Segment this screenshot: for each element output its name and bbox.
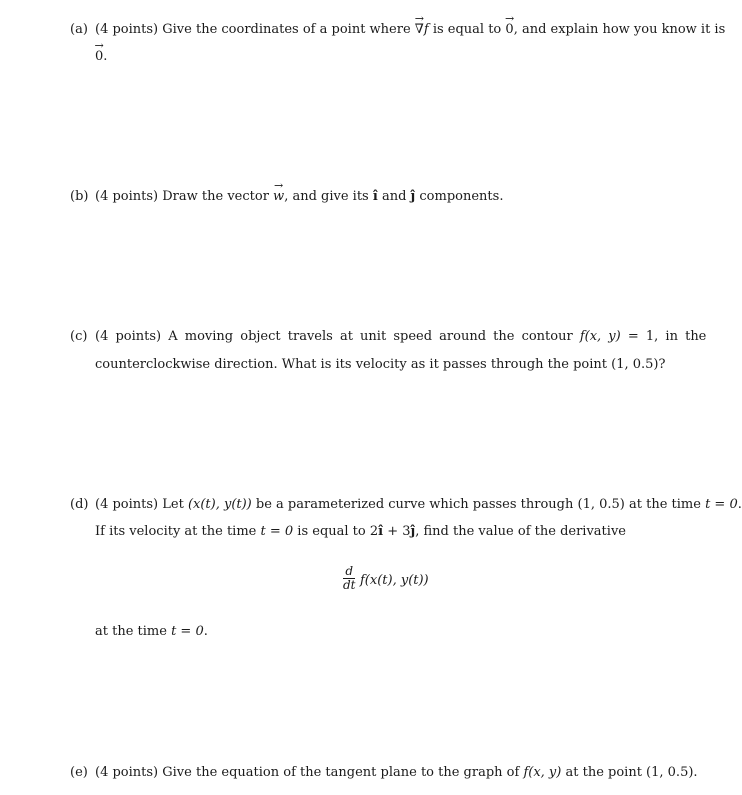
i-hat: ı̂ [372, 189, 378, 204]
w-vector: → w [273, 189, 284, 205]
question-b-label: (b) [70, 189, 89, 204]
derivative-expression: f(x(t), y(t)) [360, 573, 429, 588]
derivative-formula [343, 566, 463, 602]
question-a-line1: (4 points) Give the coordinates of a point where → ∇f is equal to → 0, and explain how you know it is [95, 22, 725, 38]
zero-vector: → 0 [505, 22, 513, 38]
zero-vector-2: → 0 [95, 49, 103, 65]
question-e-label: (e) [70, 765, 88, 780]
d-dt-fraction: d dt [343, 564, 356, 592]
grad-f-vector: → ∇ [415, 22, 424, 38]
j-hat: ȷ̂ [410, 189, 416, 204]
j-hat-d: ȷ̂ [410, 524, 416, 539]
i-hat-d: ı̂ [378, 524, 384, 539]
question-d-label: (d) [70, 497, 89, 512]
question-c-label: (c) [70, 329, 88, 344]
question-a-label: (a) [70, 22, 88, 37]
